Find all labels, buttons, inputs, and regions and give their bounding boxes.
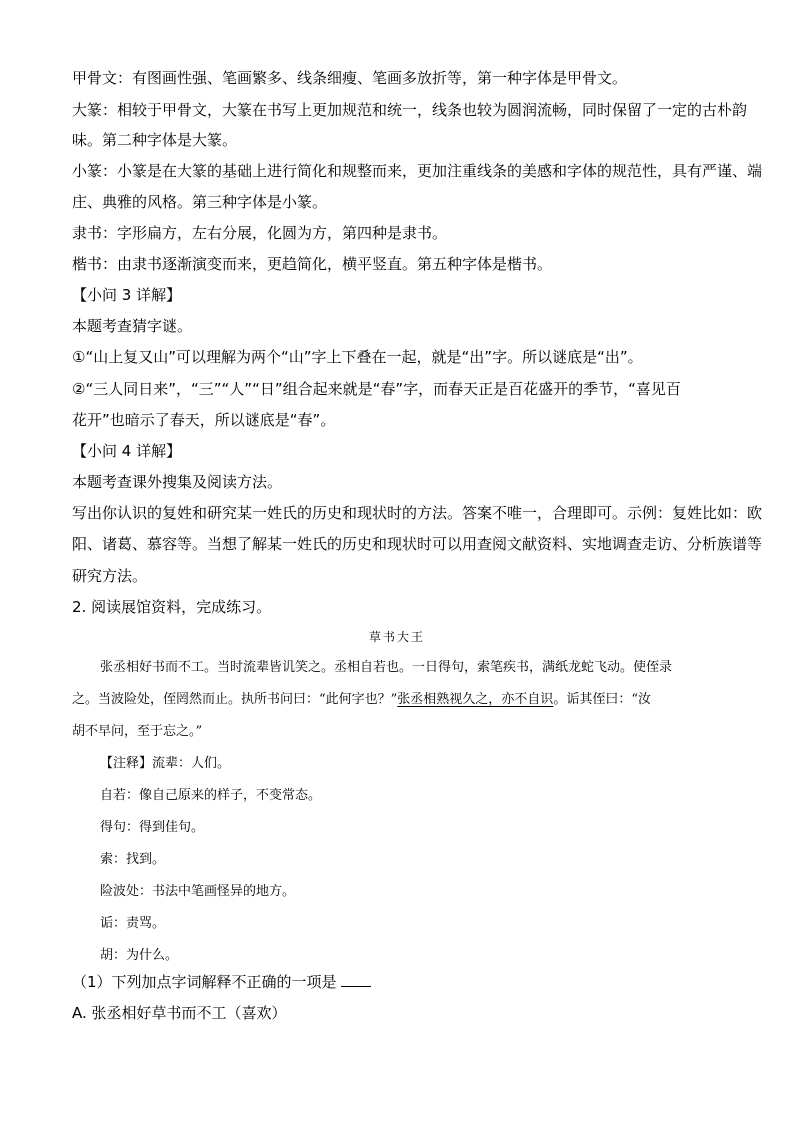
kaishu-line: 楷书：由隶书逐渐演变而来，更趋简化，横平竖直。第五种字体是楷书。 (72, 255, 553, 273)
q4-answer-1: 写出你认识的复姓和研究某一姓氏的历史和现状时的方法。答案不唯一，合理即可。示例：复姓比如：欧 (72, 504, 763, 522)
q3-answer-b-2: 花开”也暗示了春天，所以谜底是“春”。 (72, 411, 336, 429)
q4-answer-2: 阳、诸葛、慕容等。当想了解某一姓氏的历史和现状时可以用查阅文献资料、实地调查走访、分析族谱等 (72, 535, 763, 553)
note-item: 【注释】流辈：人们。 (100, 756, 231, 771)
passage-line-1: 张丞相好书而不工。当时流辈皆讥笑之。丞相自若也。一日得句，索笔疾书，满纸龙蛇飞动。使侄录 (100, 660, 673, 675)
q2-prompt: 2. 阅读展馆资料，完成练习。 (72, 598, 272, 616)
dazhuan-line-1: 大篆：相较于甲骨文，大篆在书写上更加规范和统一，线条也较为圆润流畅，同时保留了一定的古朴韵 (72, 101, 748, 119)
q3-header: 【小问 3 详解】 (72, 286, 182, 304)
passage-title: 草书大王 (368, 630, 425, 644)
dazhuan-line-2: 味。第二种字体是大篆。 (72, 131, 238, 149)
passage-line-3: 胡不早问，至于忘之。” (72, 724, 203, 739)
option-a[interactable]: A. 张丞相好草书而不工（喜欢） (72, 1004, 287, 1022)
xiaozhuan-line-1: 小篆：小篆是在大篆的基础上进行简化和规整而来，更加注重线条的美感和字体的规范性，具有严谨、端 (72, 162, 763, 180)
underlined-sentence: 张丞相熟视久之，亦不自识 (397, 692, 554, 707)
note-item: 自若：像自己原来的样子，不变常态。 (100, 788, 322, 803)
q3-intro: 本题考查猜字谜。 (72, 317, 193, 335)
passage-line-2 (72, 686, 722, 714)
q3-answer-a: ①“山上复又山”可以理解为两个“山”字上下叠在一起，就是“出”字。所以谜底是“出”。 (72, 348, 643, 366)
note-item: 胡：为什么。 (100, 948, 179, 963)
note-item: 诟：责骂。 (100, 916, 166, 931)
lishu-line: 隶书：字形扁方，左右分展，化圆为方，第四种是隶书。 (72, 224, 448, 242)
xiaozhuan-line-2: 庄、典雅的风格。第三种字体是小篆。 (72, 193, 328, 211)
jiagu-line: 甲骨文：有图画性强、笔画繁多、线条细瘦、笔画多放折等，第一种字体是甲骨文。 (72, 69, 628, 87)
q4-header: 【小问 4 详解】 (72, 442, 182, 460)
passage-line-2-tail: 。诟其侄曰：“汝 (553, 692, 651, 707)
note-item: 索：找到。 (100, 852, 166, 867)
q3-answer-b-1: ②“三人同日来”，“三”“人”“日”组合起来就是“春”字，而春天正是百花盛开的季节，“喜见百 (72, 380, 681, 398)
q4-intro: 本题考查课外搜集及阅读方法。 (72, 473, 283, 491)
answer-blank[interactable] (341, 972, 371, 987)
note-item: 得句：得到佳句。 (100, 820, 205, 835)
question-stem (72, 966, 722, 998)
passage-line-2-head: 之。当波险处，侄罔然而止。执所书问曰：“此何字也？” (72, 692, 398, 707)
question-stem-text: （1）下列加点字词解释不正确的一项是 (72, 973, 337, 991)
q4-answer-3: 研究方法。 (72, 567, 148, 585)
note-item: 险波处：书法中笔画怪异的地方。 (100, 884, 296, 899)
